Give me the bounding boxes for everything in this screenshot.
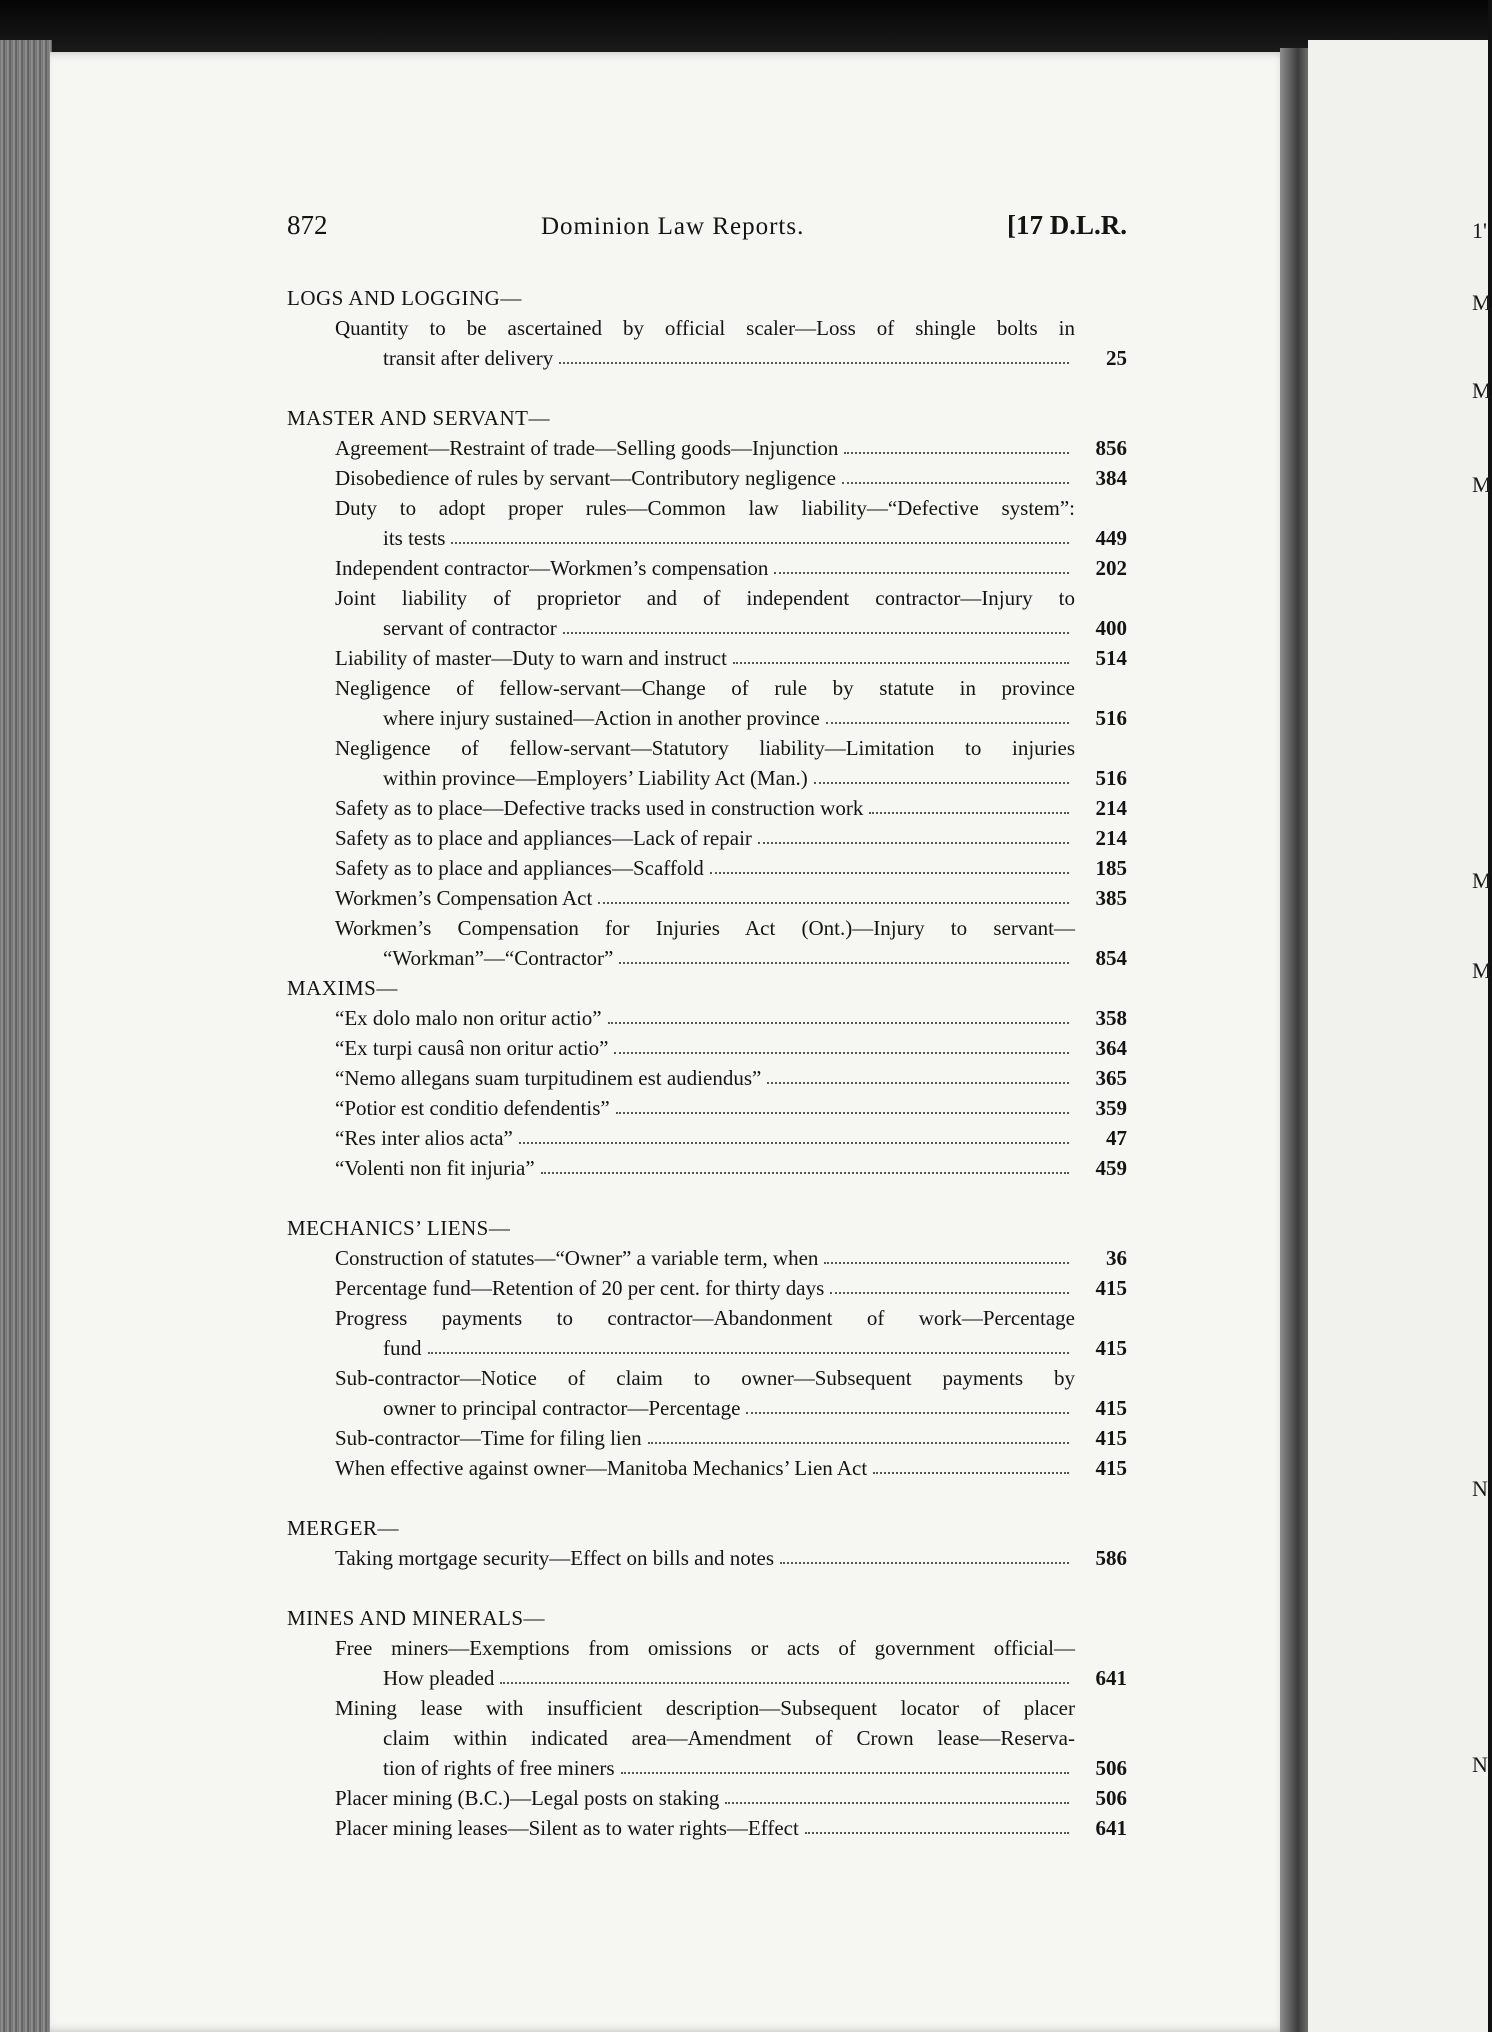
edge-letter: M [1472, 378, 1492, 403]
index-entry [287, 1243, 1127, 1273]
entry-text: “Res inter alios acta” [335, 1126, 513, 1150]
entry-text: Safety as to place and appliances—Scaffold [335, 856, 704, 880]
entry-page-number: 516 [1095, 766, 1127, 790]
entry-text: Placer mining (B.C.)—Legal posts on staking [335, 1786, 720, 1810]
entry-text: “Volenti non fit injuria” [335, 1156, 535, 1180]
entry-page-number: 415 [1095, 1336, 1127, 1360]
dot-leader [619, 943, 1069, 964]
journal-title: Dominion Law Reports. [541, 213, 805, 240]
entry-text: Free miners—Exemptions from omissions or acts of government official— [335, 1636, 1075, 1660]
index-entry [287, 673, 1127, 733]
dot-leader [842, 463, 1069, 484]
entry-page-number: 506 [1095, 1756, 1127, 1780]
entry-text: Workmen’s Compensation for Injuries Act (Ont.)—Injury to servant— [335, 916, 1075, 940]
dot-leader [451, 523, 1069, 544]
index-entry [287, 1453, 1127, 1483]
entry-text: Joint liability of proprietor and of independent contractor—Injury to [335, 586, 1075, 610]
index-entry [287, 1783, 1127, 1813]
page-number: 872 [287, 210, 328, 240]
entry-text: “Workman”—“Contractor” [383, 946, 614, 970]
dot-leader [767, 1063, 1069, 1084]
entry-text: servant of contractor [383, 616, 557, 640]
dot-leader [830, 1273, 1069, 1294]
index-entry [287, 1423, 1127, 1453]
entry-page-number: 358 [1095, 1006, 1127, 1030]
edge-letter: M [1472, 958, 1492, 983]
section-heading: LOGS AND LOGGING— [287, 286, 522, 310]
entry-page-number: 359 [1095, 1096, 1127, 1120]
dot-leader [428, 1333, 1070, 1354]
entry-page-number: 641 [1095, 1816, 1127, 1840]
entry-text: Workmen’s Compensation Act [335, 886, 593, 910]
entry-page-number: 365 [1095, 1066, 1127, 1090]
edge-letter: 1' [1472, 218, 1487, 243]
entry-page-number: 214 [1095, 826, 1127, 850]
dot-leader [780, 1543, 1069, 1564]
index-entry [287, 583, 1127, 643]
edge-letter: M [1472, 472, 1492, 497]
entry-text: Liability of master—Duty to warn and instruct [335, 646, 727, 670]
book-gutter [1280, 48, 1310, 2032]
entry-text: owner to principal contractor—Percentage [383, 1396, 741, 1420]
index-entry [287, 493, 1127, 553]
index-entry [287, 643, 1127, 673]
index-entry [287, 463, 1127, 493]
entry-text: tion of rights of free miners [383, 1756, 615, 1780]
dot-leader [869, 793, 1069, 814]
index-entry [287, 1543, 1127, 1573]
entry-text: transit after delivery [383, 346, 554, 370]
dot-leader [824, 1243, 1069, 1264]
entry-text: Taking mortgage security—Effect on bills and notes [335, 1546, 775, 1570]
dot-leader [814, 763, 1069, 784]
entry-text: Negligence of fellow-servant—Change of rule by statute in province [335, 676, 1075, 700]
dot-leader [563, 613, 1069, 634]
entry-text: Construction of statutes—“Owner” a variable term, when [335, 1246, 819, 1270]
dot-leader [826, 703, 1069, 724]
index-section [287, 1213, 1127, 1483]
entry-page-number: 415 [1095, 1276, 1127, 1300]
entry-text: Safety as to place—Defective tracks used in construction work [335, 796, 864, 820]
edge-letter: N [1472, 1476, 1488, 1501]
dot-leader [758, 823, 1069, 844]
section-heading: MASTER AND SERVANT— [287, 406, 550, 430]
dot-leader [774, 553, 1069, 574]
edge-letter: M [1472, 290, 1492, 315]
facing-page [1308, 40, 1488, 2032]
volume-reference: [17 D.L.R. [1007, 210, 1127, 240]
entry-text: Placer mining leases—Silent as to water rights—Effect [335, 1816, 799, 1840]
entry-text: its tests [383, 526, 446, 550]
entry-page-number: 364 [1095, 1036, 1127, 1060]
entry-page-number: 856 [1095, 436, 1127, 460]
entry-text: claim within indicated area—Amendment of Crown lease—Reserva- [383, 1726, 1075, 1750]
index-entry [287, 1003, 1127, 1033]
index-section [287, 403, 1127, 973]
index-entry [287, 1303, 1127, 1363]
entry-text: Quantity to be ascertained by official scaler—Loss of shingle bolts in [335, 316, 1075, 340]
dot-leader [616, 1093, 1069, 1114]
entry-text: within province—Employers’ Liability Act (Man.) [383, 766, 808, 790]
index-entry [287, 853, 1127, 883]
entry-text: Safety as to place and appliances—Lack of repair [335, 826, 752, 850]
index-entry [287, 1153, 1127, 1183]
index-entry [287, 553, 1127, 583]
entry-page-number: 400 [1095, 616, 1127, 640]
dot-leader [805, 1813, 1069, 1834]
index-entry [287, 1363, 1127, 1423]
dot-leader [725, 1783, 1069, 1804]
index-entry [287, 1093, 1127, 1123]
entry-page-number: 415 [1095, 1396, 1127, 1420]
entry-text: Duty to adopt proper rules—Common law liability—“Defective system”: [335, 496, 1075, 520]
entry-text: Mining lease with insufficient description—Subsequent locator of placer [335, 1696, 1075, 1720]
entry-page-number: 385 [1095, 886, 1127, 910]
entry-page-number: 516 [1095, 706, 1127, 730]
dot-leader [844, 433, 1069, 454]
entry-page-number: 641 [1095, 1666, 1127, 1690]
entry-page-number: 384 [1095, 466, 1127, 490]
dot-leader [500, 1663, 1069, 1684]
entry-page-number: 586 [1095, 1546, 1127, 1570]
dot-leader [648, 1423, 1069, 1444]
index-section [287, 283, 1127, 373]
entry-page-number: 506 [1095, 1786, 1127, 1810]
entry-page-number: 854 [1095, 946, 1127, 970]
index-entry [287, 883, 1127, 913]
entry-page-number: 514 [1095, 646, 1127, 670]
index-entry [287, 913, 1127, 973]
index-entry [287, 313, 1127, 373]
section-heading: MAXIMS— [287, 976, 398, 1000]
index-entry [287, 1123, 1127, 1153]
dot-leader [608, 1003, 1069, 1024]
entry-page-number: 449 [1095, 526, 1127, 550]
entry-page-number: 202 [1095, 556, 1127, 580]
entry-text: “Nemo allegans suam turpitudinem est audiendus” [335, 1066, 762, 1090]
running-head [287, 210, 1127, 250]
dot-leader [559, 343, 1069, 364]
index-entry [287, 1273, 1127, 1303]
index-body [287, 283, 1127, 1873]
entry-page-number: 47 [1106, 1126, 1127, 1150]
index-entry [287, 1033, 1127, 1063]
book-page-edges [0, 40, 52, 2032]
entry-text: Sub-contractor—Notice of claim to owner—Subsequent payments by [335, 1366, 1075, 1390]
entry-text: “Ex dolo malo non oritur actio” [335, 1006, 602, 1030]
index-entry [287, 733, 1127, 793]
entry-page-number: 185 [1095, 856, 1127, 880]
dot-leader [519, 1123, 1069, 1144]
entry-text: where injury sustained—Action in another province [383, 706, 820, 730]
entry-text: fund [383, 1336, 422, 1360]
entry-text: How pleaded [383, 1666, 495, 1690]
entry-text: When effective against owner—Manitoba Mechanics’ Lien Act [335, 1456, 868, 1480]
dot-leader [733, 643, 1069, 664]
section-heading: MECHANICS’ LIENS— [287, 1216, 511, 1240]
dot-leader [710, 853, 1069, 874]
dot-leader [873, 1453, 1069, 1474]
dot-leader [614, 1033, 1069, 1054]
entry-text: Progress payments to contractor—Abandonment of work—Percentage [335, 1306, 1075, 1330]
dot-leader [746, 1393, 1069, 1414]
dot-leader [621, 1753, 1069, 1774]
index-entry [287, 1633, 1127, 1693]
entry-text: Agreement—Restraint of trade—Selling goods—Injunction [335, 436, 839, 460]
index-section [287, 973, 1127, 1183]
index-entry [287, 1693, 1127, 1783]
index-section [287, 1513, 1127, 1573]
entry-text: Disobedience of rules by servant—Contributory negligence [335, 466, 836, 490]
edge-letter: N [1472, 1752, 1488, 1777]
entry-page-number: 415 [1095, 1426, 1127, 1450]
entry-text: “Potior est conditio defendentis” [335, 1096, 610, 1120]
index-entry [287, 793, 1127, 823]
entry-text: Sub-contractor—Time for filing lien [335, 1426, 642, 1450]
entry-page-number: 459 [1095, 1156, 1127, 1180]
entry-text: “Ex turpi causâ non oritur actio” [335, 1036, 609, 1060]
dot-leader [598, 883, 1069, 904]
entry-page-number: 36 [1106, 1246, 1127, 1270]
dot-leader [541, 1153, 1069, 1174]
entry-text: Independent contractor—Workmen’s compensation [335, 556, 769, 580]
entry-text: Negligence of fellow-servant—Statutory liability—Limitation to injuries [335, 736, 1075, 760]
index-entry [287, 823, 1127, 853]
edge-letter: M [1472, 868, 1492, 893]
section-heading: MERGER— [287, 1516, 400, 1540]
index-entry [287, 1813, 1127, 1843]
index-entry [287, 433, 1127, 463]
entry-page-number: 415 [1095, 1456, 1127, 1480]
index-section [287, 1603, 1127, 1843]
entry-page-number: 25 [1106, 346, 1127, 370]
entry-text: Percentage fund—Retention of 20 per cent. for thirty days [335, 1276, 825, 1300]
section-heading: MINES AND MINERALS— [287, 1606, 546, 1630]
index-entry [287, 1063, 1127, 1093]
entry-page-number: 214 [1095, 796, 1127, 820]
